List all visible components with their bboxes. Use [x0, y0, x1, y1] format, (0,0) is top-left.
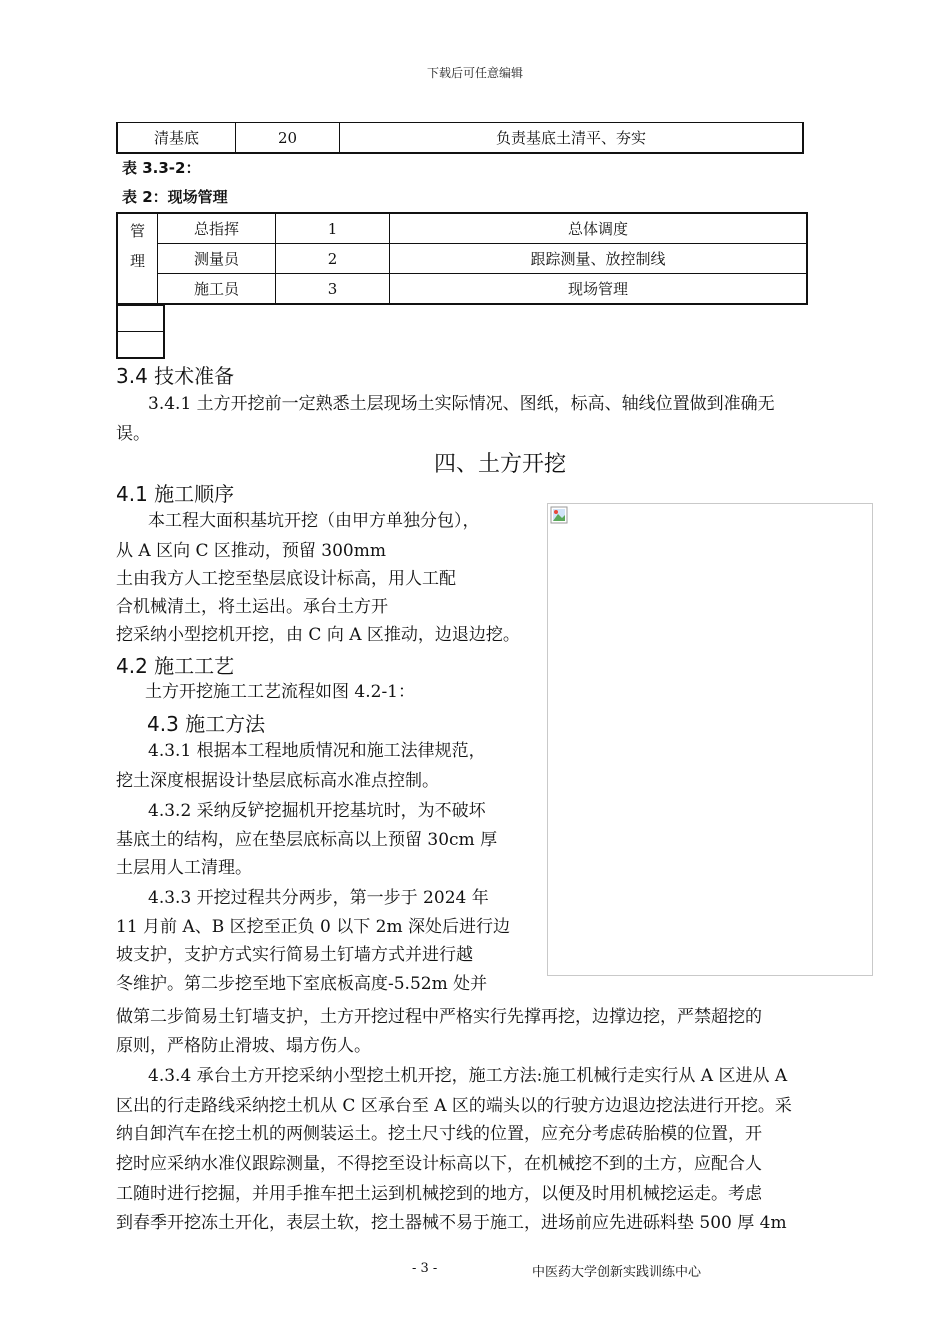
table-cell: 跟踪测量、放控制线 [390, 244, 808, 274]
table-cell: 测量员 [158, 244, 276, 274]
text-line: 从 A 区向 C 区推动，预留 300mm [116, 541, 386, 561]
table-cell: 3 [276, 274, 390, 305]
text-line: 挖采纳小型挖机开挖，由 C 向 A 区推动，边退边挖。 [116, 625, 520, 645]
paragraph-3-4-1-cont: 误。 [116, 424, 150, 444]
text-line: 本工程大面积基坑开挖（由甲方单独分包）， [148, 511, 480, 531]
text-line: 工随时进行挖掘，并用手推车把土运到机械挖到的地方，以便及时用机械挖运走。考虑 [116, 1184, 762, 1204]
table-cell: 1 [276, 213, 390, 244]
group-cell [117, 213, 158, 304]
site-management-table [116, 212, 808, 305]
table-cell: 2 [276, 244, 390, 274]
section-heading-4-1: 4.1 施工顺序 [116, 482, 235, 506]
text-line: 原则，严格防止滑坡、塌方伤人。 [116, 1036, 371, 1056]
text-line: 土层用人工清理。 [116, 858, 252, 878]
table-cell: 负责基底土清平、夯实 [340, 123, 804, 154]
footer-organization: 中医药大学创新实践训练中心 [532, 1265, 702, 1280]
section-heading-4-3: 4.3 施工方法 [147, 712, 266, 736]
text-line: 挖时应采纳水准仪跟踪测量，不得挖至设计标高以下，在机械挖不到的土方，应配合人 [116, 1154, 762, 1174]
text-line: 基底土的结构，应在垫层底标高以上预留 30cm 厚 [116, 830, 498, 850]
text-line: 到春季开挖冻土开化，表层土软，挖土器械不易于施工，进场前应先进砾料垫 500 厚 4m [116, 1213, 787, 1233]
text-line: 纳自卸汽车在挖土机的两侧装运土。挖土尺寸线的位置，应充分考虑砖胎模的位置，开 [116, 1124, 762, 1144]
section-heading-4-2: 4.2 施工工艺 [116, 654, 235, 678]
text-line: 4.3.1 根据本工程地质情况和施工法律规范， [148, 741, 486, 761]
table-cell: 清基底 [117, 123, 236, 154]
table-caption-2: 表 2：现场管理 [122, 188, 228, 206]
broken-image-icon [550, 506, 568, 524]
group-label-char: 管 [129, 222, 145, 240]
text-line: 挖土深度根据设计垫层底标高水准点控制。 [116, 771, 439, 791]
text-line: 土方开挖施工工艺流程如图 4.2-1： [145, 682, 415, 702]
text-line: 4.3.2 采纳反铲挖掘机开挖基坑时，为不破坏 [148, 801, 486, 821]
empty-table-cells [116, 304, 165, 359]
table-row [117, 123, 803, 154]
page-header: 下载后可任意编辑 [426, 66, 523, 80]
text-line: 土由我方人工挖至垫层底设计标高，用人工配 [116, 569, 456, 589]
chapter-heading-4: 四、土方开挖 [433, 452, 566, 477]
table-cell: 施工员 [158, 274, 276, 305]
text-line: 冬维护。第二步挖至地下室底板高度-5.52m 处并 [116, 974, 488, 994]
flowchart-image-placeholder [547, 503, 873, 976]
text-line: 坡支护，支护方式实行简易土钉墙方式并进行越 [116, 945, 473, 965]
text-line: 合机械清土，将土运出。承台土方开 [116, 597, 388, 617]
table-cell: 总体调度 [390, 213, 808, 244]
table-row [117, 244, 807, 274]
text-line: 区出的行走路线采纳挖土机从 C 区承台至 A 区的端头以的行驶方边退边挖法进行开挖。采 [116, 1096, 792, 1116]
staff-table-continued [116, 122, 804, 154]
table-row [117, 274, 807, 305]
text-line: 11 月前 A、B 区挖至正负 0 以下 2m 深处后进行边 [116, 917, 510, 937]
empty-cell [117, 332, 164, 359]
table-row [117, 213, 807, 244]
text-line: 做第二步简易土钉墙支护，土方开挖过程中严格实行先撑再挖，边撑边挖，严禁超挖的 [116, 1007, 762, 1027]
table-caption-3-3-2: 表 3.3-2： [122, 159, 201, 177]
section-heading-3-4: 3.4 技术准备 [116, 364, 235, 388]
table-cell: 20 [236, 123, 340, 154]
empty-cell [117, 305, 164, 332]
table-cell: 总指挥 [158, 213, 276, 244]
paragraph-3-4-1: 3.4.1 土方开挖前一定熟悉土层现场土实际情况、图纸，标高、轴线位置做到准确无 [148, 394, 775, 414]
group-label-char: 理 [129, 252, 145, 270]
text-line: 4.3.4 承台土方开挖采纳小型挖土机开挖，施工方法:施工机械行走实行从 A 区进从 A [148, 1066, 788, 1086]
page-number: - 3 - [412, 1261, 438, 1276]
table-cell: 现场管理 [390, 274, 808, 305]
text-line: 4.3.3 开挖过程共分两步，第一步于 2024 年 [148, 888, 489, 908]
